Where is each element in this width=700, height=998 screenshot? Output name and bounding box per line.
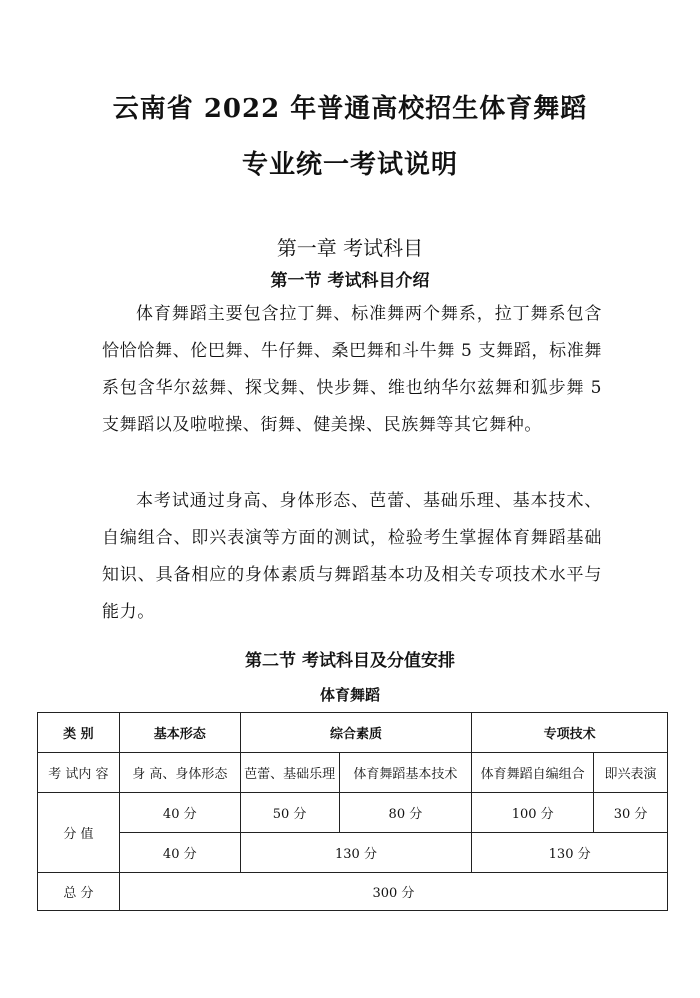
- header-basic-form: 基本形态: [119, 713, 240, 753]
- section-1-heading: 第一节 考试科目介绍: [270, 271, 430, 291]
- table-row-subtotals: [38, 833, 668, 873]
- cell-subtotal-special: 130 分: [472, 833, 668, 873]
- table-row-scores: [38, 793, 668, 833]
- table-header-row: [38, 713, 668, 753]
- cell-score-80: 80 分: [339, 793, 472, 833]
- row-label-total: 总 分: [38, 873, 120, 911]
- cell-score-100: 100 分: [472, 793, 594, 833]
- header-comprehensive: 综合素质: [240, 713, 472, 753]
- cell-height-form: 身 高、身体形态: [119, 753, 240, 793]
- paragraph-1: 体育舞蹈主要包含拉丁舞、标准舞两个舞系，拉丁舞系包含恰恰恰舞、伦巴舞、牛仔舞、桑巴舞和斗牛舞 5 支舞蹈，标准舞系包含华尔兹舞、探戈舞、快步舞、维也纳华尔兹舞和狐步舞 5 支舞蹈以及啦啦操、街舞、健美操、民族舞等其它舞种。: [102, 304, 602, 435]
- row-label-content: 考 试内 容: [38, 753, 120, 793]
- title-line-2: 专业统一考试说明: [241, 150, 458, 180]
- cell-total-value: 300 分: [119, 873, 667, 911]
- cell-ballet-theory: 芭蕾、基础乐理: [240, 753, 339, 793]
- cell-score-30: 30 分: [594, 793, 668, 833]
- cell-basic-technique: 体育舞蹈基本技术: [339, 753, 472, 793]
- cell-improvisation: 即兴表演: [594, 753, 668, 793]
- header-category: 类 别: [38, 713, 120, 753]
- cell-subtotal-basic: 40 分: [119, 833, 240, 873]
- chapter-heading: 第一章 考试科目: [276, 236, 424, 260]
- row-label-score: 分 值: [38, 793, 120, 873]
- score-table: [37, 712, 668, 911]
- cell-choreography: 体育舞蹈自编组合: [472, 753, 594, 793]
- cell-subtotal-comprehensive: 130 分: [240, 833, 472, 873]
- paragraph-2: 本考试通过身高、身体形态、芭蕾、基础乐理、基本技术、自编组合、即兴表演等方面的测试，检验考生掌握体育舞蹈基础知识、具备相应的身体素质与舞蹈基本功及相关专项技术水平与能力。: [102, 491, 602, 622]
- table-row-content: [38, 753, 668, 793]
- table-row-total: [38, 873, 668, 911]
- section-2-heading: 第二节 考试科目及分值安排: [245, 651, 455, 671]
- title-line-1: 云南省 2022 年普通高校招生体育舞蹈: [112, 94, 588, 124]
- header-special-skill: 专项技术: [472, 713, 668, 753]
- cell-score-50: 50 分: [240, 793, 339, 833]
- table-title: 体育舞蹈: [319, 686, 380, 704]
- cell-score-40: 40 分: [119, 793, 240, 833]
